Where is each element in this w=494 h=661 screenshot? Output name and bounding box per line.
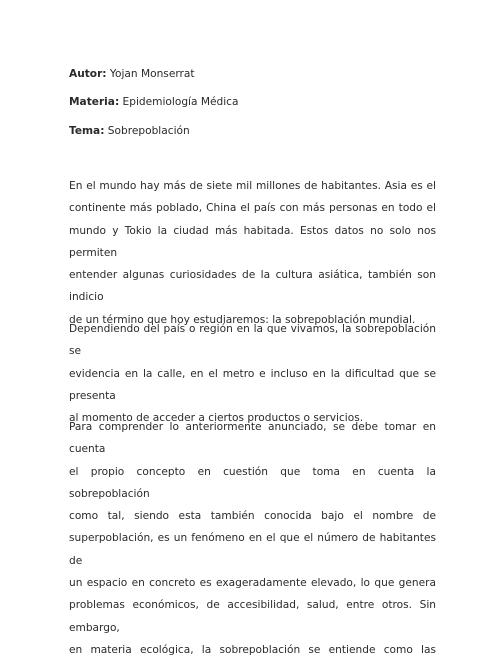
paragraph-1 <box>69 175 436 331</box>
paragraph-2 <box>69 318 436 429</box>
paragraph-line: En el mundo hay más de siete mil millones de habitantes. Asia es el <box>69 180 436 192</box>
topic-value: Sobrepoblación <box>104 125 190 137</box>
paragraph-line: entender algunas curiosidades de la cultura asiática, también son indicio <box>69 269 436 304</box>
paragraph-line: en materia ecológica, la sobrepoblación se entiende como las <box>69 643 436 656</box>
paragraph-line: Dependiendo del país o región en la que vivamos, la sobrepoblación se <box>69 323 436 358</box>
paragraph-line: evidencia en la calle, en el metro e incluso en la dificultad que se presenta <box>69 367 436 402</box>
paragraph-line: el propio concepto en cuestión que toma en cuenta la sobrepoblación <box>69 465 436 500</box>
paragraph-line: continente más poblado, China el país con más personas en todo el <box>69 202 436 215</box>
paragraph-line: problemas económicos, de accesibilidad, salud, entre otros. Sin embargo, <box>69 599 436 634</box>
subject-value: Epidemiología Médica <box>119 96 239 108</box>
paragraph-line: superpoblación, es un fenómeno en el que el número de habitantes de <box>69 532 436 567</box>
paragraph-line: un espacio en concreto es exageradamente elevado, lo que genera <box>69 577 436 590</box>
paragraph-3 <box>69 416 436 661</box>
subject-label: Materia: <box>69 96 120 108</box>
topic-line <box>69 124 190 138</box>
paragraph-line: al momento de acceder a ciertos productos o servicios. <box>69 412 364 425</box>
paragraph-line: de un término que hoy estudiaremos: la sobrepoblación mundial. <box>69 313 416 326</box>
paragraph-line: como tal, siendo esta también conocida bajo el nombre de <box>69 510 436 523</box>
topic-label: Tema: <box>69 125 105 137</box>
author-line <box>69 67 195 81</box>
author-value: Yojan Monserrat <box>106 68 195 80</box>
paragraph-line: mundo y Tokio la ciudad más habitada. Estos datos no solo nos permiten <box>69 224 436 259</box>
paragraph-line: Para comprender lo anteriormente anunciado, se debe tomar en cuenta <box>69 421 436 456</box>
subject-line <box>69 95 239 109</box>
author-label: Autor: <box>69 68 107 80</box>
